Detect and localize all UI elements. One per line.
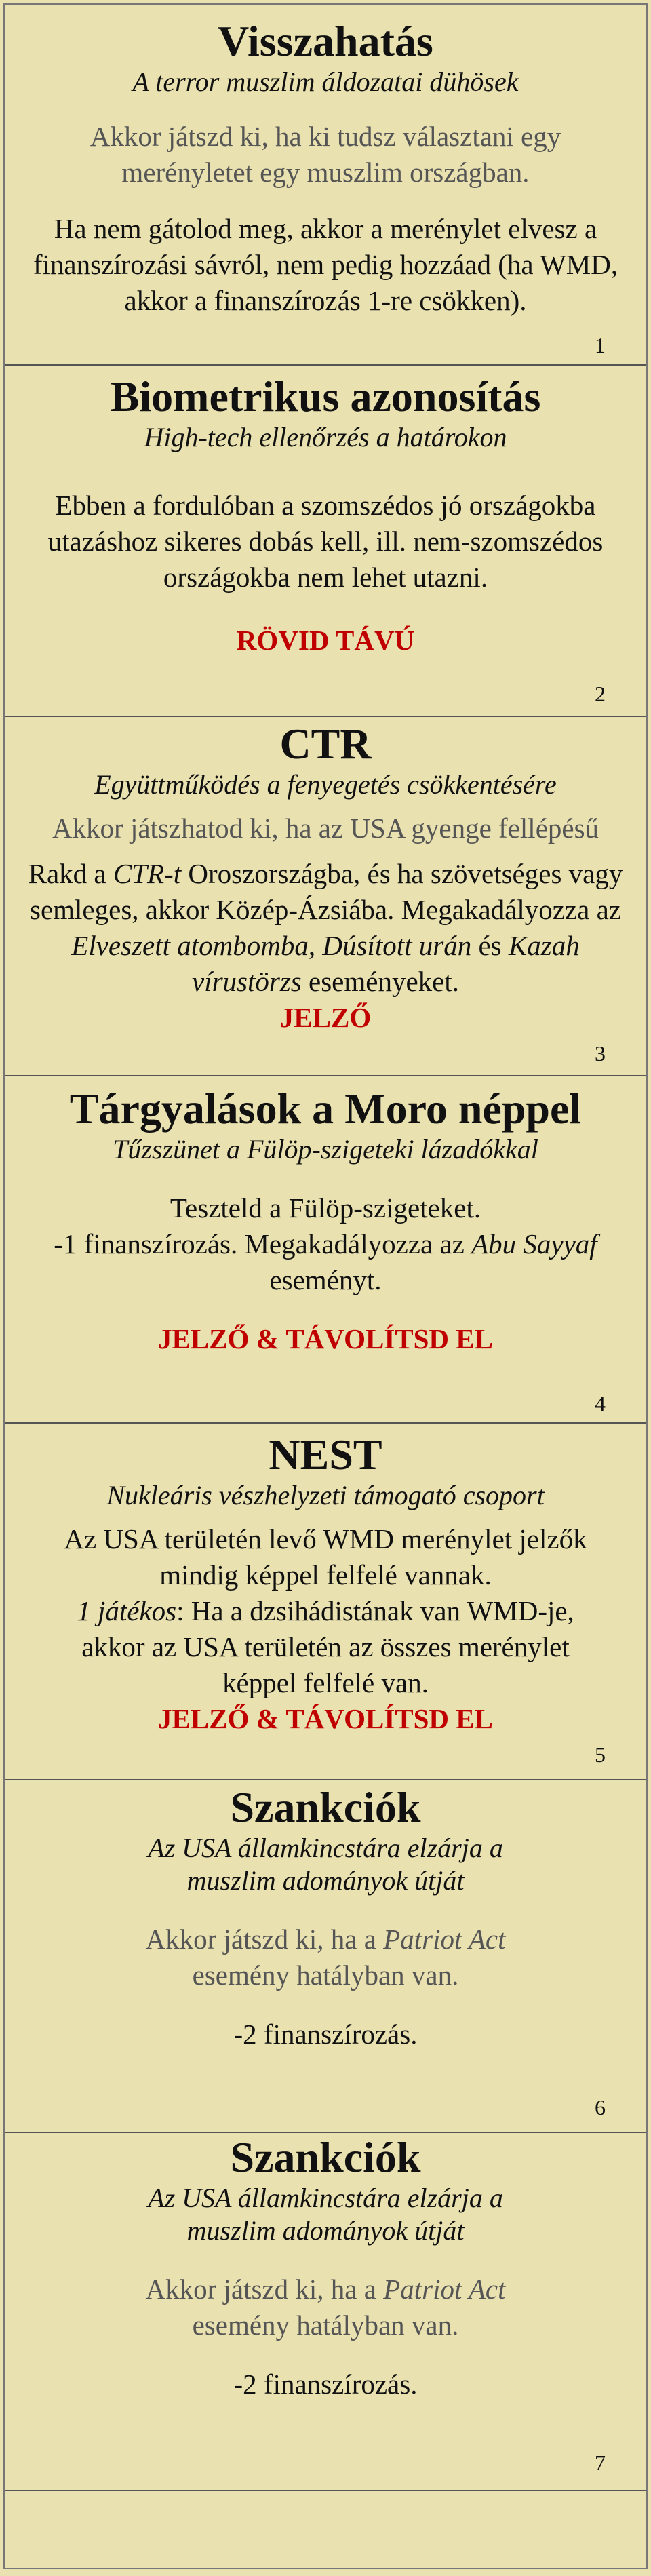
card-subtitle: Együttműködés a fenyegetés csökkentésére	[94, 769, 557, 800]
event-card-1	[5, 5, 646, 366]
card-subtitle: Nukleáris vészhelyzeti támogató csoport	[106, 1480, 545, 1510]
card-number: 6	[595, 2095, 606, 2120]
card-title: CTR	[279, 720, 372, 768]
card-title: Szankciók	[230, 1783, 421, 1831]
card-tag: JELZŐ	[279, 1002, 372, 1033]
event-card-2	[5, 366, 646, 717]
card-subtitle: Tűzszünet a Fülöp-szigeteki lázadókkal	[113, 1134, 538, 1165]
card-subtitle: High-tech ellenőrzés a határokon	[144, 422, 507, 452]
card-tag: JELZŐ & TÁVOLÍTSD EL	[158, 1703, 493, 1734]
card-text-solo: 1 játékos: Ha a dzsihádistának van WMD-je, akkor az USA területén az összes merénylet képpel felfelé van.	[77, 1595, 574, 1698]
card-text: Ha nem gátolod meg, akkor a merénylet elvesz a finanszírozási sávról, nem pedig hozzáad (ha WMD, akkor a finanszírozás 1-re csökken).	[33, 213, 618, 316]
card-title: Tárgyalások a Moro néppel	[69, 1085, 582, 1133]
card-title: Biometrikus azonosítás	[110, 372, 541, 421]
event-card-3	[5, 717, 646, 1076]
card-text: Rakd a CTR-t Oroszországba, és ha szövetséges vagy semleges, akkor Közép-Ázsiába. Megakadályozza az Elveszett atombomba, Dúsított urán és Kazah vírustörzs eseményeket.	[28, 858, 623, 997]
card-condition: Akkor játszd ki, ha a Patriot Act esemény hatályban van.	[145, 2273, 506, 2341]
card-condition: Akkor játszd ki, ha ki tudsz választani egy merényletet egy muszlim országban.	[90, 121, 561, 188]
card-number: 5	[595, 1742, 606, 1767]
event-card-6	[5, 1780, 646, 2133]
card-number: 2	[595, 682, 606, 706]
card-subtitle: Az USA államkincstára elzárja a muszlim adományok útját	[148, 1833, 503, 1896]
card-title: Visszahatás	[218, 17, 433, 65]
card-subtitle: Az USA államkincstára elzárja a muszlim adományok útját	[148, 2183, 503, 2246]
card-tag: JELZŐ & TÁVOLÍTSD EL	[158, 1323, 493, 1354]
card-number: 3	[595, 1041, 606, 1066]
card-text: -1 finanszírozás. Megakadályozza az Abu Sayyaf eseményt.	[54, 1228, 597, 1295]
event-card-7	[5, 2133, 646, 2491]
card-text: Az USA területén levő WMD merénylet jelzők mindig képpel felfelé vannak.	[64, 1523, 587, 1591]
card-text: -2 finanszírozás.	[233, 2368, 418, 2400]
card-title: Szankciók	[230, 2133, 421, 2181]
card-tag: RÖVID TÁVÚ	[236, 625, 415, 656]
card-text-line: Teszteld a Fülöp-szigeteket.	[170, 1192, 481, 1224]
card-number: 7	[595, 2451, 606, 2475]
card-number: 4	[595, 1391, 606, 1416]
card-subtitle: A terror muszlim áldozatai dühösek	[132, 66, 519, 97]
event-card-4	[5, 1076, 646, 1424]
card-text: -2 finanszírozás.	[233, 2018, 418, 2050]
card-sheet	[3, 3, 648, 2569]
event-card-5	[5, 1424, 646, 1780]
card-condition: Akkor játszd ki, ha a Patriot Act esemény hatályban van.	[145, 1924, 506, 1991]
card-text: Ebben a fordulóban a szomszédos jó országokba utazáshoz sikeres dobás kell, ill. nem-szomszédos országokba nem lehet utazni.	[47, 490, 604, 593]
card-title: NEST	[269, 1430, 382, 1479]
card-condition: Akkor játszhatod ki, ha az USA gyenge fellépésű	[52, 813, 599, 844]
card-number: 1	[595, 333, 606, 357]
